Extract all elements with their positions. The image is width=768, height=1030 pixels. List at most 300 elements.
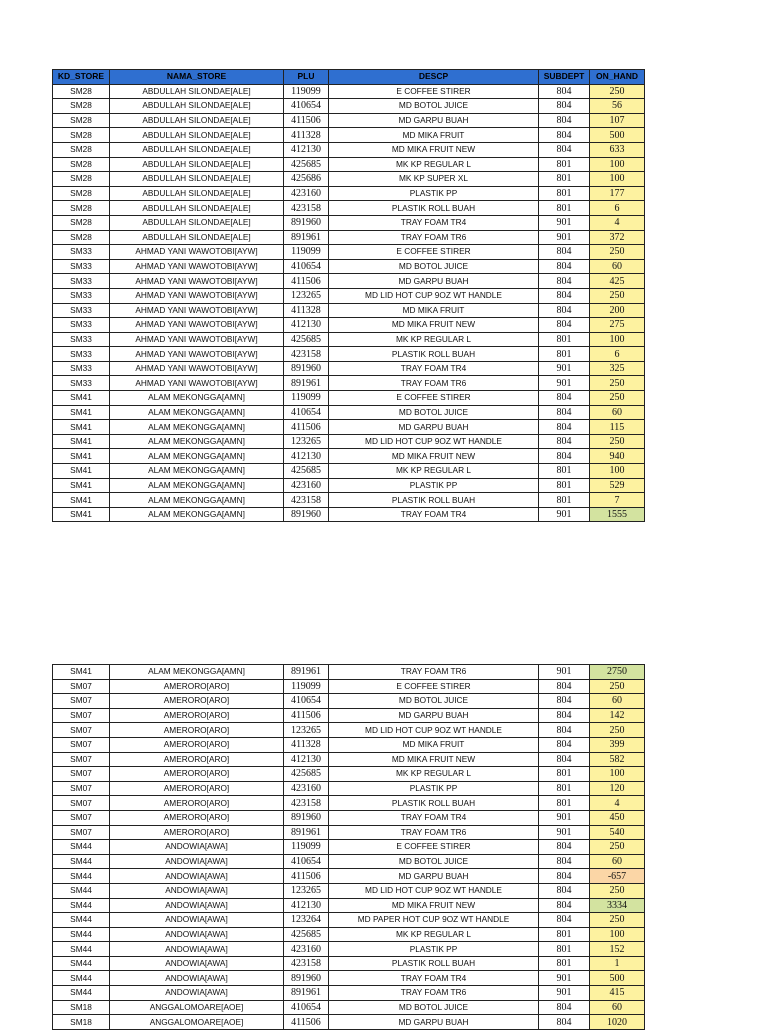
plu-cell: 411506 [284, 274, 329, 289]
nama-store-cell: ANDOWIA[AWA] [110, 956, 284, 971]
descp-cell: MK KP SUPER XL [329, 172, 539, 187]
subdept-cell: 804 [539, 708, 590, 723]
descp-cell: MD GARPU BUAH [329, 1015, 539, 1030]
descp-cell: MD BOTOL JUICE [329, 259, 539, 274]
plu-cell: 119099 [284, 391, 329, 406]
table-row [53, 694, 645, 709]
kd-store-cell: SM41 [53, 405, 110, 420]
table-row [53, 347, 645, 362]
descp-cell: TRAY FOAM TR6 [329, 825, 539, 840]
subdept-cell: 901 [539, 986, 590, 1001]
kd-store-cell: SM44 [53, 942, 110, 957]
kd-store-cell: SM41 [53, 420, 110, 435]
subdept-cell: 804 [539, 274, 590, 289]
table-row [53, 752, 645, 767]
subdept-cell: 804 [539, 128, 590, 143]
descp-cell: MD GARPU BUAH [329, 274, 539, 289]
header-nama-store: NAMA_STORE [110, 70, 284, 85]
subdept-cell: 801 [539, 478, 590, 493]
descp-cell: PLASTIK ROLL BUAH [329, 956, 539, 971]
table-row [53, 186, 645, 201]
subdept-cell: 804 [539, 1015, 590, 1030]
plu-cell: 425685 [284, 464, 329, 479]
descp-cell: E COFFEE STIRER [329, 679, 539, 694]
on-hand-cell: 142 [590, 708, 645, 723]
on-hand-cell: 250 [590, 913, 645, 928]
descp-cell: E COFFEE STIRER [329, 840, 539, 855]
subdept-cell: 901 [539, 825, 590, 840]
subdept-cell: 804 [539, 245, 590, 260]
table-row [53, 434, 645, 449]
nama-store-cell: ALAM MEKONGGA[AMN] [110, 478, 284, 493]
kd-store-cell: SM18 [53, 1000, 110, 1015]
nama-store-cell: ANDOWIA[AWA] [110, 986, 284, 1001]
table-row [53, 854, 645, 869]
plu-cell: 119099 [284, 84, 329, 99]
descp-cell: MD GARPU BUAH [329, 113, 539, 128]
plu-cell: 423160 [284, 478, 329, 493]
on-hand-cell: 500 [590, 128, 645, 143]
kd-store-cell: SM44 [53, 913, 110, 928]
nama-store-cell: ABDULLAH SILONDAE[ALE] [110, 201, 284, 216]
nama-store-cell: AMERORO[ARO] [110, 752, 284, 767]
nama-store-cell: ALAM MEKONGGA[AMN] [110, 449, 284, 464]
descp-cell: MK KP REGULAR L [329, 927, 539, 942]
kd-store-cell: SM07 [53, 679, 110, 694]
descp-cell: MD PAPER HOT CUP 9OZ WT HANDLE [329, 913, 539, 928]
plu-cell: 412130 [284, 318, 329, 333]
descp-cell: TRAY FOAM TR4 [329, 361, 539, 376]
table-row [53, 956, 645, 971]
subdept-cell: 804 [539, 1000, 590, 1015]
nama-store-cell: ANDOWIA[AWA] [110, 898, 284, 913]
kd-store-cell: SM44 [53, 956, 110, 971]
nama-store-cell: AHMAD YANI WAWOTOBI[AYW] [110, 245, 284, 260]
on-hand-cell: 450 [590, 810, 645, 825]
nama-store-cell: AMERORO[ARO] [110, 679, 284, 694]
nama-store-cell: ANGGALOMOARE[AOE] [110, 1000, 284, 1015]
on-hand-cell: 250 [590, 84, 645, 99]
plu-cell: 411506 [284, 708, 329, 723]
nama-store-cell: ABDULLAH SILONDAE[ALE] [110, 230, 284, 245]
on-hand-cell: 399 [590, 737, 645, 752]
table-row [53, 971, 645, 986]
plu-cell: 412130 [284, 142, 329, 157]
kd-store-cell: SM07 [53, 737, 110, 752]
subdept-cell: 801 [539, 332, 590, 347]
subdept-cell: 804 [539, 142, 590, 157]
descp-cell: MD MIKA FRUIT [329, 303, 539, 318]
nama-store-cell: AHMAD YANI WAWOTOBI[AYW] [110, 259, 284, 274]
subdept-cell: 804 [539, 752, 590, 767]
nama-store-cell: ALAM MEKONGGA[AMN] [110, 493, 284, 508]
table-row [53, 679, 645, 694]
descp-cell: MK KP REGULAR L [329, 332, 539, 347]
subdept-cell: 801 [539, 493, 590, 508]
table-row [53, 825, 645, 840]
plu-cell: 425685 [284, 767, 329, 782]
plu-cell: 891961 [284, 376, 329, 391]
kd-store-cell: SM41 [53, 434, 110, 449]
table-row [53, 376, 645, 391]
table-row [53, 1015, 645, 1030]
kd-store-cell: SM44 [53, 986, 110, 1001]
on-hand-cell: 60 [590, 405, 645, 420]
plu-cell: 423158 [284, 493, 329, 508]
plu-cell: 425685 [284, 927, 329, 942]
table-row [53, 986, 645, 1001]
on-hand-cell: 250 [590, 376, 645, 391]
plu-cell: 891961 [284, 986, 329, 1001]
nama-store-cell: ANDOWIA[AWA] [110, 854, 284, 869]
descp-cell: MD BOTOL JUICE [329, 694, 539, 709]
nama-store-cell: ALAM MEKONGGA[AMN] [110, 665, 284, 680]
on-hand-cell: 2750 [590, 665, 645, 680]
plu-cell: 891960 [284, 507, 329, 522]
on-hand-cell: 1555 [590, 507, 645, 522]
header-on-hand: ON_HAND [590, 70, 645, 85]
plu-cell: 411506 [284, 420, 329, 435]
table-row [53, 723, 645, 738]
subdept-cell: 901 [539, 810, 590, 825]
plu-cell: 891960 [284, 215, 329, 230]
kd-store-cell: SM44 [53, 883, 110, 898]
nama-store-cell: AHMAD YANI WAWOTOBI[AYW] [110, 347, 284, 362]
nama-store-cell: AMERORO[ARO] [110, 737, 284, 752]
table-row [53, 361, 645, 376]
plu-cell: 410654 [284, 405, 329, 420]
descp-cell: MK KP REGULAR L [329, 157, 539, 172]
kd-store-cell: SM07 [53, 708, 110, 723]
header-kd-store: KD_STORE [53, 70, 110, 85]
kd-store-cell: SM44 [53, 854, 110, 869]
on-hand-cell: 250 [590, 288, 645, 303]
on-hand-cell: 100 [590, 157, 645, 172]
kd-store-cell: SM07 [53, 825, 110, 840]
subdept-cell: 801 [539, 927, 590, 942]
subdept-cell: 801 [539, 186, 590, 201]
table-row [53, 942, 645, 957]
kd-store-cell: SM33 [53, 347, 110, 362]
kd-store-cell: SM41 [53, 391, 110, 406]
table-row [53, 391, 645, 406]
table-row [53, 449, 645, 464]
on-hand-cell: 3334 [590, 898, 645, 913]
descp-cell: PLASTIK PP [329, 781, 539, 796]
plu-cell: 123264 [284, 913, 329, 928]
on-hand-cell: 250 [590, 391, 645, 406]
descp-cell: MD MIKA FRUIT [329, 737, 539, 752]
descp-cell: MD GARPU BUAH [329, 420, 539, 435]
on-hand-cell: 6 [590, 201, 645, 216]
table-row [53, 420, 645, 435]
table-row [53, 781, 645, 796]
on-hand-cell: 1020 [590, 1015, 645, 1030]
nama-store-cell: AMERORO[ARO] [110, 767, 284, 782]
on-hand-cell: 100 [590, 767, 645, 782]
nama-store-cell: ABDULLAH SILONDAE[ALE] [110, 84, 284, 99]
descp-cell: E COFFEE STIRER [329, 84, 539, 99]
subdept-cell: 804 [539, 405, 590, 420]
on-hand-cell: 275 [590, 318, 645, 333]
nama-store-cell: ABDULLAH SILONDAE[ALE] [110, 142, 284, 157]
table-row [53, 303, 645, 318]
kd-store-cell: SM28 [53, 113, 110, 128]
table-row [53, 737, 645, 752]
table-row [53, 708, 645, 723]
nama-store-cell: AHMAD YANI WAWOTOBI[AYW] [110, 332, 284, 347]
descp-cell: PLASTIK ROLL BUAH [329, 796, 539, 811]
on-hand-cell: 529 [590, 478, 645, 493]
kd-store-cell: SM07 [53, 767, 110, 782]
plu-cell: 119099 [284, 840, 329, 855]
plu-cell: 891961 [284, 825, 329, 840]
on-hand-cell: 120 [590, 781, 645, 796]
on-hand-cell: 115 [590, 420, 645, 435]
kd-store-cell: SM33 [53, 318, 110, 333]
nama-store-cell: AMERORO[ARO] [110, 781, 284, 796]
plu-cell: 412130 [284, 898, 329, 913]
on-hand-cell: 107 [590, 113, 645, 128]
kd-store-cell: SM07 [53, 723, 110, 738]
subdept-cell: 901 [539, 230, 590, 245]
table-row [53, 405, 645, 420]
on-hand-cell: 633 [590, 142, 645, 157]
kd-store-cell: SM28 [53, 99, 110, 114]
kd-store-cell: SM28 [53, 128, 110, 143]
kd-store-cell: SM28 [53, 142, 110, 157]
subdept-cell: 804 [539, 434, 590, 449]
on-hand-cell: 60 [590, 1000, 645, 1015]
plu-cell: 410654 [284, 1000, 329, 1015]
table-body-top [53, 84, 645, 522]
descp-cell: MD LID HOT CUP 9OZ WT HANDLE [329, 723, 539, 738]
nama-store-cell: ABDULLAH SILONDAE[ALE] [110, 128, 284, 143]
plu-cell: 123265 [284, 288, 329, 303]
subdept-cell: 801 [539, 172, 590, 187]
on-hand-cell: 152 [590, 942, 645, 957]
table-row [53, 157, 645, 172]
on-hand-cell: 325 [590, 361, 645, 376]
descp-cell: TRAY FOAM TR6 [329, 376, 539, 391]
on-hand-cell: 250 [590, 679, 645, 694]
kd-store-cell: SM41 [53, 478, 110, 493]
nama-store-cell: ANDOWIA[AWA] [110, 971, 284, 986]
on-hand-cell: 100 [590, 172, 645, 187]
kd-store-cell: SM44 [53, 898, 110, 913]
on-hand-cell: 200 [590, 303, 645, 318]
kd-store-cell: SM18 [53, 1015, 110, 1030]
subdept-cell: 801 [539, 347, 590, 362]
plu-cell: 123265 [284, 723, 329, 738]
nama-store-cell: AHMAD YANI WAWOTOBI[AYW] [110, 303, 284, 318]
subdept-cell: 804 [539, 99, 590, 114]
plu-cell: 891960 [284, 810, 329, 825]
kd-store-cell: SM41 [53, 493, 110, 508]
on-hand-cell: 940 [590, 449, 645, 464]
descp-cell: MD MIKA FRUIT NEW [329, 318, 539, 333]
nama-store-cell: AHMAD YANI WAWOTOBI[AYW] [110, 274, 284, 289]
kd-store-cell: SM28 [53, 215, 110, 230]
plu-cell: 423158 [284, 347, 329, 362]
subdept-cell: 804 [539, 723, 590, 738]
subdept-cell: 804 [539, 391, 590, 406]
plu-cell: 425685 [284, 332, 329, 347]
table-row [53, 318, 645, 333]
nama-store-cell: AHMAD YANI WAWOTOBI[AYW] [110, 318, 284, 333]
nama-store-cell: AMERORO[ARO] [110, 694, 284, 709]
kd-store-cell: SM33 [53, 303, 110, 318]
descp-cell: MD MIKA FRUIT NEW [329, 142, 539, 157]
subdept-cell: 804 [539, 883, 590, 898]
nama-store-cell: AMERORO[ARO] [110, 723, 284, 738]
table-row [53, 332, 645, 347]
descp-cell: PLASTIK ROLL BUAH [329, 347, 539, 362]
kd-store-cell: SM41 [53, 449, 110, 464]
on-hand-cell: 100 [590, 464, 645, 479]
descp-cell: PLASTIK PP [329, 478, 539, 493]
descp-cell: MD MIKA FRUIT NEW [329, 752, 539, 767]
descp-cell: TRAY FOAM TR4 [329, 810, 539, 825]
on-hand-cell: 56 [590, 99, 645, 114]
kd-store-cell: SM07 [53, 796, 110, 811]
on-hand-cell: 540 [590, 825, 645, 840]
subdept-cell: 804 [539, 694, 590, 709]
table-row [53, 245, 645, 260]
descp-cell: E COFFEE STIRER [329, 245, 539, 260]
plu-cell: 425686 [284, 172, 329, 187]
table-row [53, 898, 645, 913]
table-row [53, 99, 645, 114]
kd-store-cell: SM07 [53, 781, 110, 796]
table-row [53, 84, 645, 99]
descp-cell: MD LID HOT CUP 9OZ WT HANDLE [329, 288, 539, 303]
on-hand-cell: 250 [590, 723, 645, 738]
kd-store-cell: SM33 [53, 332, 110, 347]
kd-store-cell: SM33 [53, 274, 110, 289]
subdept-cell: 801 [539, 201, 590, 216]
header-row [53, 70, 645, 85]
nama-store-cell: ABDULLAH SILONDAE[ALE] [110, 172, 284, 187]
plu-cell: 423158 [284, 796, 329, 811]
descp-cell: E COFFEE STIRER [329, 391, 539, 406]
table-row [53, 869, 645, 884]
nama-store-cell: ANGGALOMOARE[AOE] [110, 1015, 284, 1030]
header-descp: DESCP [329, 70, 539, 85]
table-row [53, 883, 645, 898]
on-hand-cell: 100 [590, 927, 645, 942]
subdept-cell: 804 [539, 449, 590, 464]
kd-store-cell: SM07 [53, 694, 110, 709]
stock-table-top [52, 69, 645, 522]
subdept-cell: 901 [539, 665, 590, 680]
subdept-cell: 801 [539, 157, 590, 172]
descp-cell: TRAY FOAM TR6 [329, 230, 539, 245]
nama-store-cell: ABDULLAH SILONDAE[ALE] [110, 113, 284, 128]
subdept-cell: 804 [539, 259, 590, 274]
descp-cell: MD LID HOT CUP 9OZ WT HANDLE [329, 434, 539, 449]
plu-cell: 423160 [284, 942, 329, 957]
kd-store-cell: SM44 [53, 971, 110, 986]
subdept-cell: 901 [539, 971, 590, 986]
plu-cell: 423160 [284, 186, 329, 201]
table-row [53, 215, 645, 230]
on-hand-cell: 250 [590, 883, 645, 898]
nama-store-cell: ANDOWIA[AWA] [110, 840, 284, 855]
plu-cell: 411328 [284, 737, 329, 752]
subdept-cell: 801 [539, 464, 590, 479]
subdept-cell: 804 [539, 113, 590, 128]
kd-store-cell: SM28 [53, 186, 110, 201]
subdept-cell: 804 [539, 840, 590, 855]
subdept-cell: 801 [539, 781, 590, 796]
nama-store-cell: ABDULLAH SILONDAE[ALE] [110, 215, 284, 230]
kd-store-cell: SM33 [53, 376, 110, 391]
table-row [53, 259, 645, 274]
subdept-cell: 804 [539, 737, 590, 752]
descp-cell: MD GARPU BUAH [329, 869, 539, 884]
on-hand-cell: 60 [590, 259, 645, 274]
kd-store-cell: SM44 [53, 927, 110, 942]
on-hand-cell: 250 [590, 245, 645, 260]
on-hand-cell: 415 [590, 986, 645, 1001]
plu-cell: 123265 [284, 434, 329, 449]
on-hand-cell: 6 [590, 347, 645, 362]
plu-cell: 411506 [284, 869, 329, 884]
table-row [53, 840, 645, 855]
header-subdept: SUBDEPT [539, 70, 590, 85]
kd-store-cell: SM33 [53, 245, 110, 260]
table-row [53, 128, 645, 143]
nama-store-cell: AHMAD YANI WAWOTOBI[AYW] [110, 361, 284, 376]
subdept-cell: 804 [539, 869, 590, 884]
on-hand-cell: 4 [590, 215, 645, 230]
subdept-cell: 804 [539, 913, 590, 928]
subdept-cell: 804 [539, 288, 590, 303]
kd-store-cell: SM28 [53, 157, 110, 172]
plu-cell: 412130 [284, 752, 329, 767]
nama-store-cell: ALAM MEKONGGA[AMN] [110, 405, 284, 420]
descp-cell: MD GARPU BUAH [329, 708, 539, 723]
nama-store-cell: ANDOWIA[AWA] [110, 927, 284, 942]
kd-store-cell: SM07 [53, 752, 110, 767]
descp-cell: TRAY FOAM TR4 [329, 215, 539, 230]
on-hand-cell: 100 [590, 332, 645, 347]
plu-cell: 411506 [284, 1015, 329, 1030]
plu-cell: 411328 [284, 303, 329, 318]
subdept-cell: 804 [539, 420, 590, 435]
nama-store-cell: ANDOWIA[AWA] [110, 942, 284, 957]
on-hand-cell: 372 [590, 230, 645, 245]
descp-cell: MD MIKA FRUIT NEW [329, 449, 539, 464]
plu-cell: 411506 [284, 113, 329, 128]
plu-cell: 891961 [284, 665, 329, 680]
nama-store-cell: ALAM MEKONGGA[AMN] [110, 420, 284, 435]
on-hand-cell: 7 [590, 493, 645, 508]
table-row [53, 665, 645, 680]
descp-cell: PLASTIK ROLL BUAH [329, 201, 539, 216]
plu-cell: 425685 [284, 157, 329, 172]
stock-table-bottom [52, 664, 645, 1030]
descp-cell: MD MIKA FRUIT [329, 128, 539, 143]
nama-store-cell: AMERORO[ARO] [110, 708, 284, 723]
plu-cell: 119099 [284, 679, 329, 694]
kd-store-cell: SM44 [53, 869, 110, 884]
descp-cell: TRAY FOAM TR4 [329, 971, 539, 986]
plu-cell: 891961 [284, 230, 329, 245]
plu-cell: 423160 [284, 781, 329, 796]
plu-cell: 423158 [284, 201, 329, 216]
